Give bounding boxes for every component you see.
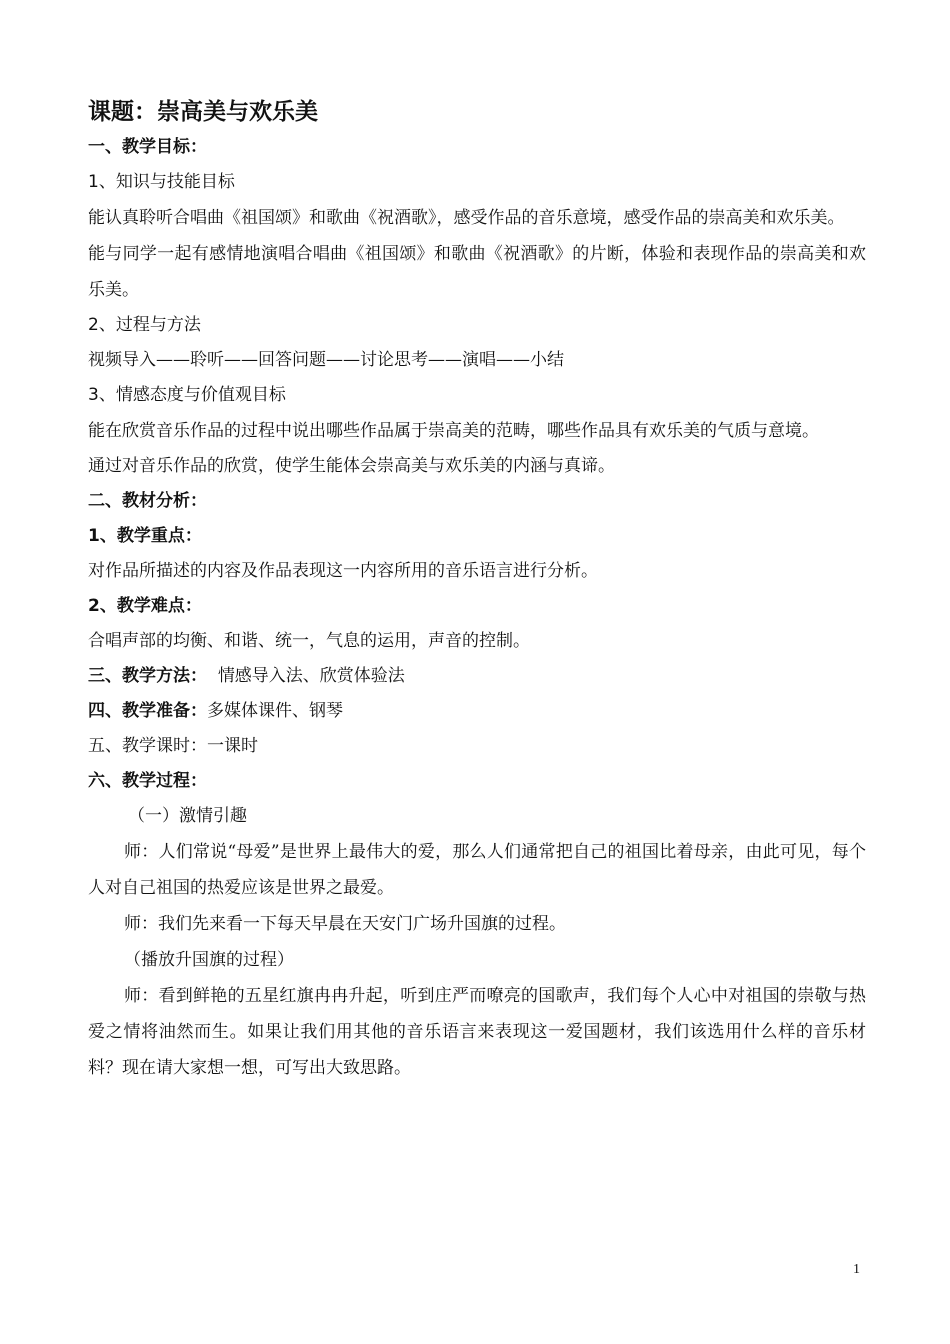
focus-heading: 1、教学重点： <box>88 526 202 546</box>
note-paragraph: （播放升国旗的过程） <box>124 950 294 970</box>
teacher-paragraph-3: 师：看到鲜艳的五星红旗冉冉升起，听到庄严而嘹亮的国歌声，我们每个人心中对祖国的崇敬与热爱之情将油然而生。如果让我们用其他的音乐语言来表现这一爱国题材，我们该选用什么样的音乐材料？现在请大家想一想，可写出大致思路。 <box>88 986 866 1078</box>
method-value: 情感导入法、欣赏体验法 <box>217 666 405 686</box>
method-spacer <box>207 666 218 686</box>
emotion-paragraph-1: 能在欣赏音乐作品的过程中说出哪些作品属于崇高美的范畴，哪些作品具有欢乐美的气质与意境。 <box>88 421 819 441</box>
teacher-paragraph-1: 师：人们常说“母爱”是世界上最伟大的爱，那么人们通常把自己的祖国比着母亲，由此可见，每个人对自己祖国的热爱应该是世界之最爱。 <box>88 842 866 898</box>
focus-paragraph: 对作品所描述的内容及作品表现这一内容所用的音乐语言进行分析。 <box>88 561 598 581</box>
knowledge-paragraph-1: 能认真聆听合唱曲《祖国颂》和歌曲《祝酒歌》，感受作品的音乐意境，感受作品的崇高美和欢乐美。 <box>88 208 845 228</box>
document-content <box>88 94 866 1086</box>
step1-heading: （一）激情引趣 <box>128 806 247 826</box>
prep-value: 多媒体课件、钢琴 <box>207 701 343 721</box>
document-title: 课题：崇高美与欢乐美 <box>88 99 318 125</box>
method-label: 三、教学方法： <box>88 666 207 686</box>
prep-line <box>88 694 866 729</box>
prep-label: 四、教学准备： <box>88 701 207 721</box>
knowledge-paragraph-2: 能与同学一起有感情地演唱合唱曲《祖国颂》和歌曲《祝酒歌》的片断，体验和表现作品的崇高美和欢乐美。 <box>88 244 866 300</box>
emotion-paragraph-2: 通过对音乐作品的欣赏，使学生能体会崇高美与欢乐美的内涵与真谛。 <box>88 456 615 476</box>
time-line: 五、教学课时：一课时 <box>88 736 258 756</box>
process-heading: 2、过程与方法 <box>88 315 201 335</box>
method-line <box>88 659 866 694</box>
knowledge-heading: 1、知识与技能目标 <box>88 172 235 192</box>
difficulty-heading: 2、教学难点： <box>88 596 202 616</box>
analysis-heading: 二、教材分析： <box>88 491 207 511</box>
procedure-heading: 六、教学过程： <box>88 771 207 791</box>
process-paragraph: 视频导入——聆听——回答问题——讨论思考——演唱——小结 <box>88 350 564 370</box>
difficulty-paragraph: 合唱声部的均衡、和谐、统一，气息的运用，声音的控制。 <box>88 631 530 651</box>
teacher-paragraph-2: 师：我们先来看一下每天早晨在天安门广场升国旗的过程。 <box>124 914 566 934</box>
page-number: 1 <box>853 1262 860 1277</box>
emotion-heading: 3、情感态度与价值观目标 <box>88 385 286 405</box>
goals-heading: 一、教学目标： <box>88 137 207 157</box>
